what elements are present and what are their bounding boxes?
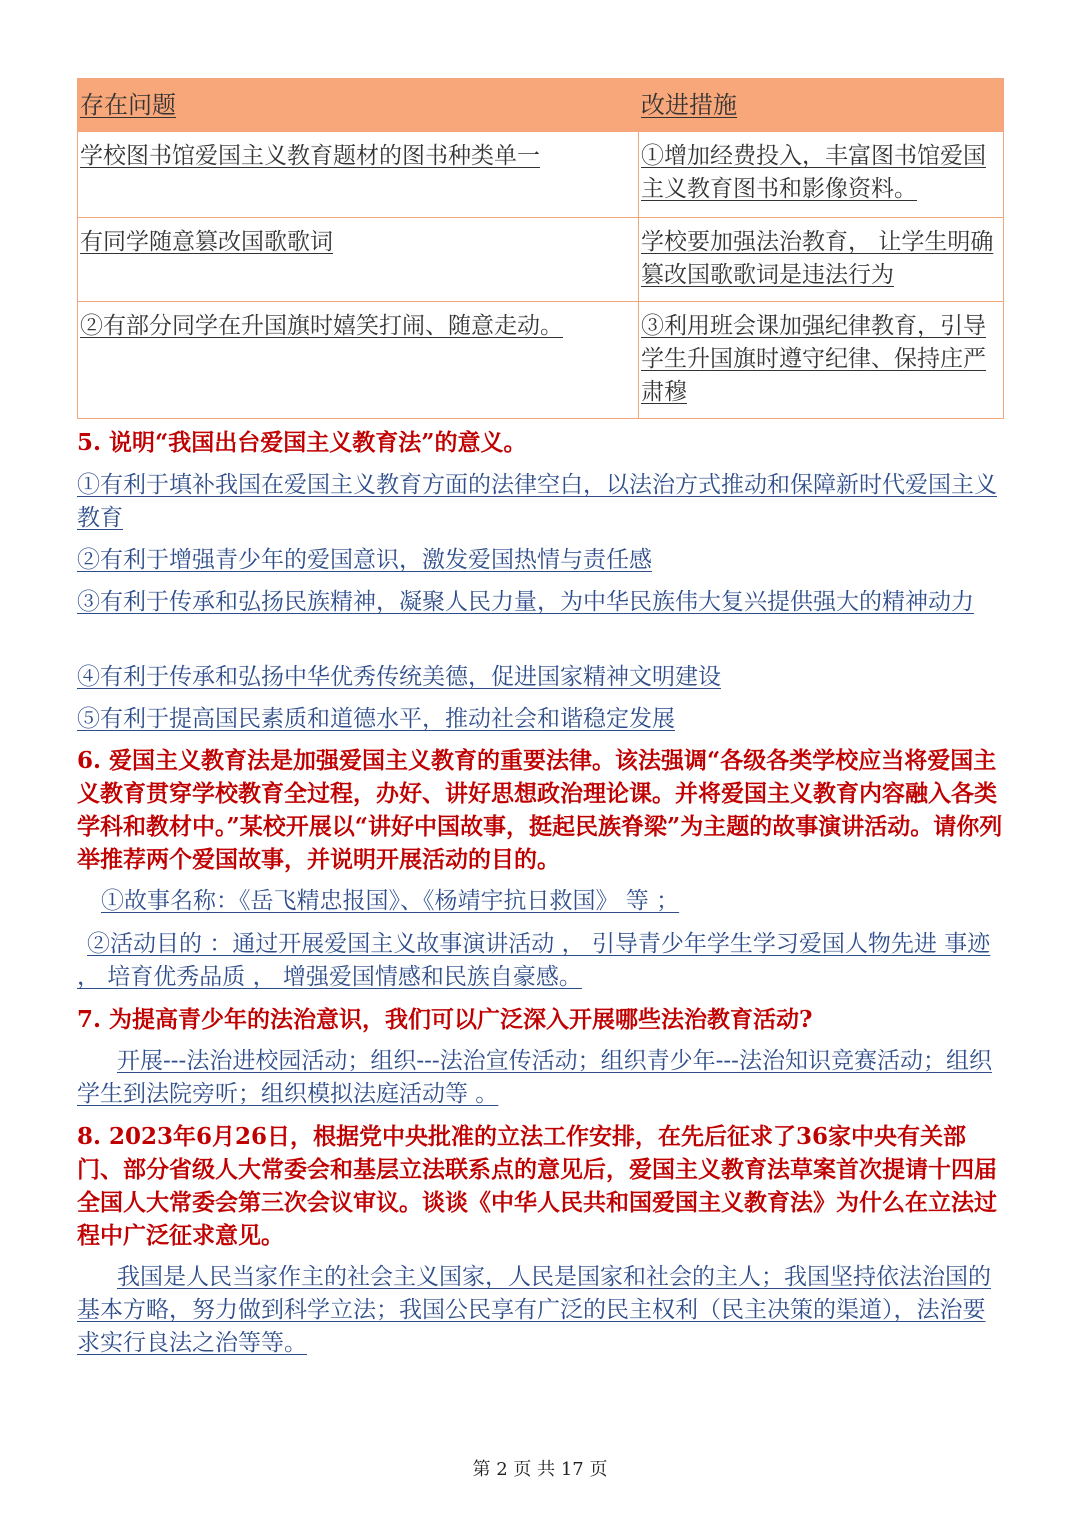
page-number-footer: 第 2 页 共 17 页 bbox=[472, 1459, 608, 1480]
answer-7: 开展---法治进校园活动；组织---法治宣传活动；组织青少年---法治知识竞赛活动；组织学生到法院旁听；组织模拟法庭活动等 。 bbox=[77, 1048, 992, 1107]
header-text: 存在问题 bbox=[80, 90, 176, 119]
cell-text: ②有部分同学在升国旗时嬉笑打闹、随意走动。 bbox=[80, 313, 563, 339]
cell-text: 学校要加强法治教育， 让学生明确篡改国歌歌词是违法行为 bbox=[641, 229, 994, 288]
question-8: 8. 2023年6月26日，根据党中央批准的立法工作安排，在先后征求了36家中央有关部门、部分省级人大常委会和基层立法联系点的意见后，爱国主义教育法草案首次提请十四届全国人大常委会第三次会议审议。谈谈《中华人民共和国爱国主义教育法》为什么在立法过程中广泛征求意见。 bbox=[77, 1123, 997, 1249]
cell-text: ③利用班会课加强纪律教育，引导学生升国旗时遵守纪律、保持庄严肃穆 bbox=[641, 313, 987, 405]
question-7: 7. 为提高青少年的法治意识，我们可以广泛深入开展哪些法治教育活动? bbox=[77, 1006, 813, 1033]
table-header-measure bbox=[639, 79, 1004, 132]
table-cell-problem bbox=[78, 132, 639, 218]
cell-text: ①增加经费投入，丰富图书馆爱国主义教育图书和影像资料。 bbox=[641, 143, 987, 202]
table-header-problem bbox=[78, 79, 639, 132]
table-row bbox=[78, 302, 1004, 419]
answer-6-2: ②活动目的 ：通过开展爱国主义故事演讲活动 ， 引导青少年学生学习爱国人物先进 事迹 ， 培育优秀品质 ， 增强爱国情感和民族自豪感。 bbox=[77, 931, 991, 990]
table-cell-problem bbox=[78, 218, 639, 302]
answer-5-4: ④有利于传承和弘扬中华优秀传统美德，促进国家精神文明建设 bbox=[77, 664, 721, 690]
table-row bbox=[78, 218, 1004, 302]
answer-5-3: ③有利于传承和弘扬民族精神，凝聚人民力量，为中华民族伟大复兴提供强大的精神动力 bbox=[77, 589, 974, 615]
cell-text: 学校图书馆爱国主义教育题材的图书种类单一 bbox=[80, 143, 540, 169]
table-cell-problem bbox=[78, 302, 639, 419]
table-cell-measure bbox=[639, 302, 1004, 419]
problem-measure-table bbox=[77, 78, 1004, 419]
cell-text: 有同学随意篡改国歌歌词 bbox=[80, 229, 333, 255]
header-text: 改进措施 bbox=[641, 90, 738, 119]
table-row bbox=[78, 132, 1004, 218]
table-cell-measure bbox=[639, 218, 1004, 302]
answer-5-1: ①有利于填补我国在爱国主义教育方面的法律空白，以法治方式推动和保障新时代爱国主义教育 bbox=[77, 472, 997, 531]
answer-6-1: ①故事名称：《岳飞精忠报国》、《杨靖宇抗日救国》 等 ； bbox=[101, 888, 680, 914]
answer-5-5: ⑤有利于提高国民素质和道德水平，推动社会和谐稳定发展 bbox=[77, 706, 675, 732]
table-header-row bbox=[78, 79, 1004, 132]
answer-8: 我国是人民当家作主的社会主义国家，人民是国家和社会的主人；我国坚持依法治国的基本方略，努力做到科学立法；我国公民享有广泛的民主权利（民主决策的渠道），法治要求实行良法之治等等。 bbox=[77, 1264, 991, 1356]
answer-5-2: ②有利于增强青少年的爱国意识，激发爱国热情与责任感 bbox=[77, 547, 652, 573]
question-6: 6. 爱国主义教育法是加强爱国主义教育的重要法律。该法强调“各级各类学校应当将爱国主义教育贯穿学校教育全过程，办好、讲好思想政治理论课。并将爱国主义教育内容融入各类学科和教材中。”某校开展以“讲好中国故事，挺起民族脊梁”为主题的故事演讲活动。请你列举推荐两个爱国故事，并说明开展活动的目的。 bbox=[77, 747, 1003, 873]
table-cell-measure bbox=[639, 132, 1004, 218]
question-5: 5. 说明“我国出台爱国主义教育法”的意义。 bbox=[77, 429, 527, 456]
